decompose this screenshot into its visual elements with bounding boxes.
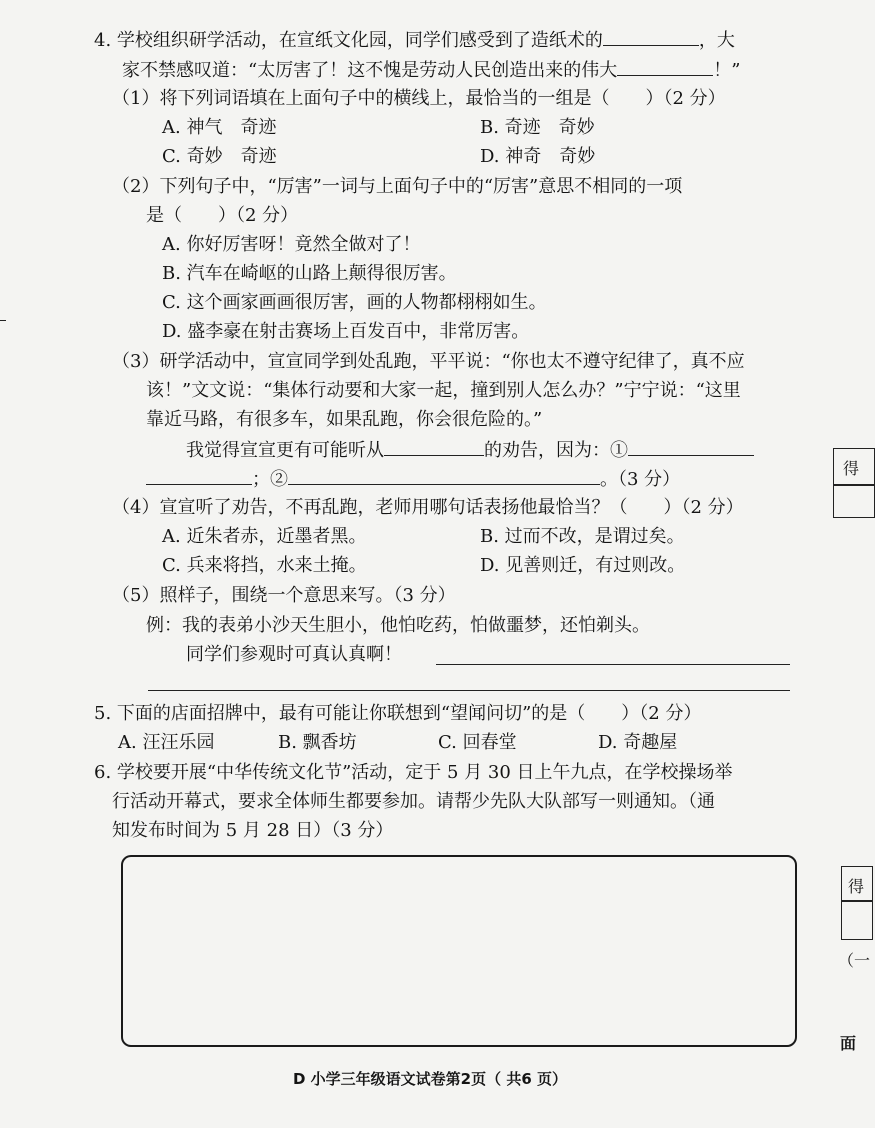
q4-sub4-option-a[interactable]: A. 近朱者赤，近墨者黑。 [162,526,367,547]
q4-sub3-question-line3: 靠近马路，有很多车，如果乱跑，你会很危险的。” [146,409,543,430]
q4-sub3-blank-reason1[interactable] [628,437,754,456]
q4-sub2-option-c[interactable]: C. 这个画家画画很厉害，画的人物都栩栩如生。 [162,292,547,313]
q4-sub4-question: （4）宣宣听了劝告，不再乱跑，老师用哪句话表扬他最恰当？（ ）（2 分） [112,497,744,518]
q4-sub2-question-line2: 是（ ）（2 分） [146,205,299,226]
q4-sub3-answer-line2: ；② 。（3 分） [146,466,680,492]
left-edge-mark [0,320,6,321]
q5-option-a[interactable]: A. 汪汪乐园 [118,732,215,753]
q4-sub1-option-a[interactable]: A. 神气 奇迹 [162,117,277,138]
q4-sub1-question: （1）将下列词语填在上面句子中的横线上，最恰当的一组是（ ）（2 分） [112,88,726,109]
q4-sub5-prompt: 同学们参观时可真认真啊！ [186,644,402,665]
q4-sub5-example: 例：我的表弟小沙天生胆小，他怕吃药，怕做噩梦，还怕剃头。 [146,615,650,636]
q4-sub5-answer-line1[interactable] [436,664,790,665]
q4-sub5-question: （5）照样子，围绕一个意思来写。（3 分） [112,585,456,606]
q4-sub3-blank-reason1-cont[interactable] [146,466,252,485]
q4-sub1-option-d[interactable]: D. 神奇 奇妙 [480,146,596,167]
score-box-1-label: 得 [843,459,860,478]
q4-sub4-option-b[interactable]: B. 过而不改，是谓过矣。 [480,526,685,547]
q4-sub3-blank-who[interactable] [384,437,484,456]
q5-question: 5. 下面的店面招牌中，最有可能让你联想到“望闻问切”的是（ ）（2 分） [94,703,702,724]
q6-answer-box[interactable] [121,855,797,1047]
q4-sub2-option-d[interactable]: D. 盛李豪在射击赛场上百发百中，非常厉害。 [162,321,530,342]
score-box-2-divider [841,900,873,902]
q4-sub1-option-b[interactable]: B. 奇迹 奇妙 [480,117,595,138]
q5-option-b[interactable]: B. 飘香坊 [278,732,357,753]
q4-sub4-option-c[interactable]: C. 兵来将挡，水来土掩。 [162,555,367,576]
q4-sub3-answer-line1: 我觉得宣宣更有可能听从 的劝告，因为：① [186,437,754,463]
q4-sub3-question-line1: （3）研学活动中，宣宣同学到处乱跑，平平说：“你也太不遵守纪律了，真不应 [112,351,745,372]
edge-paren-text: （一 [838,951,871,970]
q5-option-d[interactable]: D. 奇趣屋 [598,732,678,753]
score-box-1-divider [833,484,875,486]
q4-sub4-option-d[interactable]: D. 见善则迁，有过则改。 [480,555,686,576]
q4-sub3-question-line2: 该！”文文说：“集体行动要和大家一起，撞到别人怎么办？”宁宁说：“这里 [146,380,741,401]
q4-sub2-question-line1: （2）下列句子中，“厉害”一词与上面句子中的“厉害”意思不相同的一项 [112,176,683,197]
q4-sub2-option-b[interactable]: B. 汽车在崎岖的山路上颠得很厉害。 [162,263,457,284]
q4-stem-line2: 家不禁感叹道：“太厉害了！这不愧是劳动人民创造出来的伟大 ！” [122,57,740,83]
q6-question-line1: 6. 学校要开展“中华传统文化节”活动，定于 5 月 30 日上午九点，在学校操场举 [94,762,733,783]
q6-question-line3: 知发布时间为 5 月 28 日）（3 分） [112,820,394,841]
q4-blank-2[interactable] [617,57,713,76]
q4-sub1-option-c[interactable]: C. 奇妙 奇迹 [162,146,277,167]
score-box-2-label: 得 [848,877,865,896]
q4-sub5-answer-line2[interactable] [148,690,790,691]
q4-sub2-option-a[interactable]: A. 你好厉害呀！竟然全做对了！ [162,234,421,255]
edge-mian-text: 面 [840,1034,857,1053]
q5-option-c[interactable]: C. 回春堂 [438,732,517,753]
q4-sub3-blank-reason2[interactable] [288,466,600,485]
q4-stem-line1: 4. 学校组织研学活动，在宣纸文化园，同学们感受到了造纸术的 ，大 [94,27,735,53]
page-footer: D 小学三年级语文试卷第2页（ 共6 页） [293,1070,567,1088]
q6-question-line2: 行活动开幕式，要求全体师生都要参加。请帮少先队大队部写一则通知。（通 [112,791,715,812]
q4-blank-1[interactable] [603,27,699,46]
